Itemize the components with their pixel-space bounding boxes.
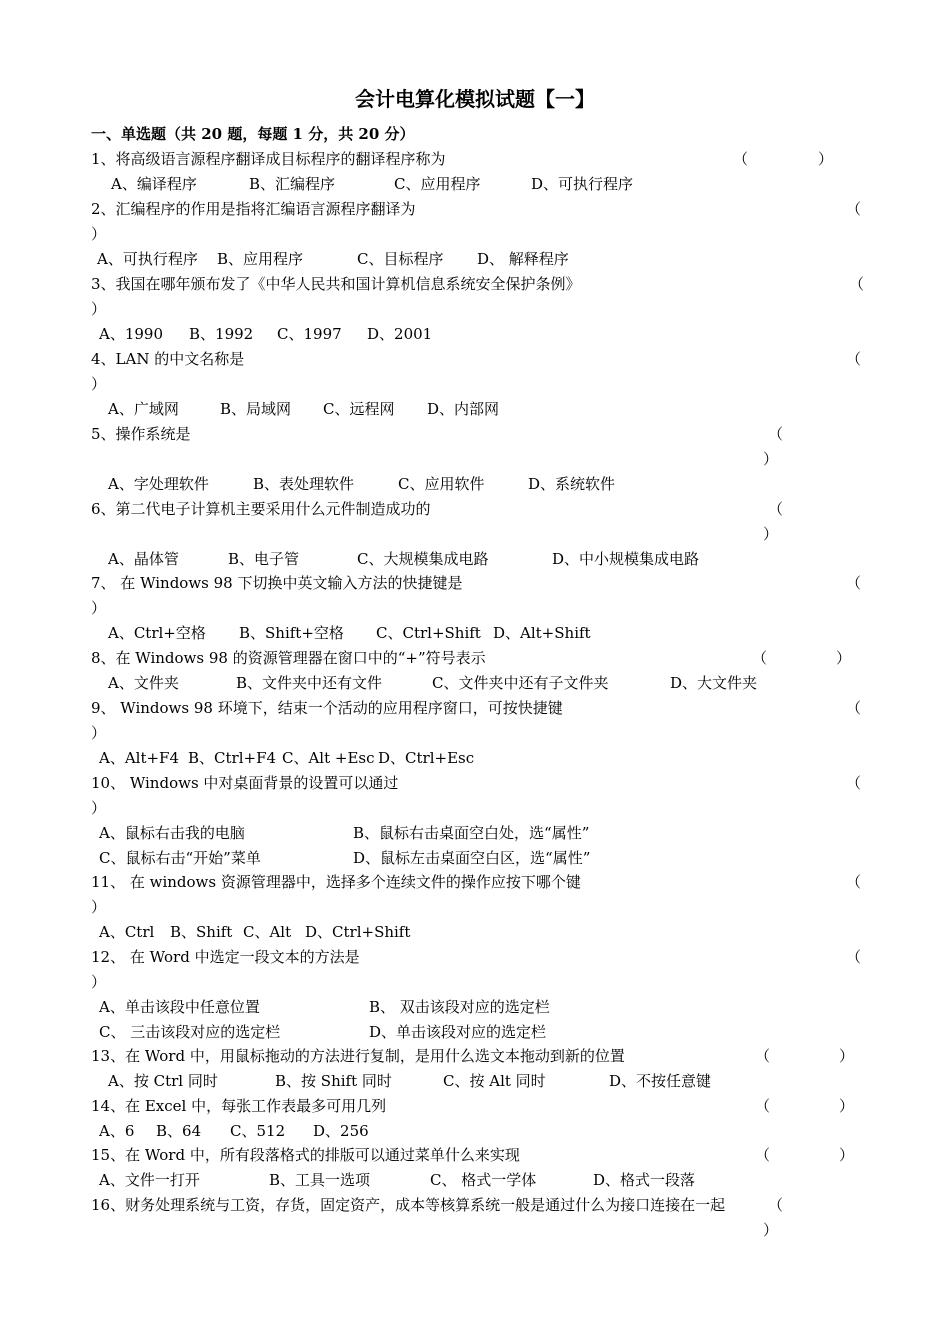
answer-option: B、Shift+空格 <box>239 624 344 642</box>
answer-option: D、Ctrl+Shift <box>305 923 411 941</box>
answer-option: B、文件夹中还有文件 <box>236 674 383 692</box>
answer-option: B、Ctrl+F4 <box>188 749 277 767</box>
question-text: 4、LAN 的中文名称是 <box>91 350 245 368</box>
answer-paren-open: （ <box>768 1196 784 1214</box>
question-text: 16、财务处理系统与工资，存货，固定资产，成本等核算系统一般是通过什么为接口连接在一起 <box>91 1196 726 1214</box>
answer-paren-open: （ <box>846 873 862 891</box>
answer-option: A、字处理软件 <box>108 475 209 493</box>
answer-paren-open: （ <box>846 774 862 792</box>
answer-paren-open: （ <box>846 699 862 717</box>
answer-option: A、Ctrl <box>99 923 155 941</box>
answer-option: A、编译程序 <box>111 175 197 193</box>
answer-paren-close: ） <box>763 450 779 468</box>
answer-option: D、2001 <box>367 325 433 343</box>
answer-paren-open: （ <box>768 425 784 443</box>
answer-option: A、Ctrl+空格 <box>108 624 206 642</box>
answer-option: A、单击该段中任意位置 <box>99 998 260 1016</box>
answer-paren-close: ） <box>91 225 107 243</box>
answer-option: D、内部网 <box>427 400 500 418</box>
answer-option: D、不按任意键 <box>609 1072 712 1090</box>
answer-option: C、远程网 <box>323 400 395 418</box>
question-text: 8、在 Windows 98 的资源管理器在窗口中的“+”符号表示 <box>91 649 486 667</box>
question-text: 5、操作系统是 <box>91 425 191 443</box>
answer-paren-open: （ <box>755 1097 771 1115</box>
answer-option: D、鼠标左击桌面空白区，选“属性” <box>353 849 591 867</box>
answer-option: A、晶体管 <box>108 550 179 568</box>
answer-paren-close: ） <box>839 1047 855 1065</box>
answer-paren-open: （ <box>752 649 768 667</box>
answer-option: C、鼠标右击“开始”菜单 <box>99 849 261 867</box>
answer-paren-close: ） <box>839 1146 855 1164</box>
answer-option: B、Shift <box>170 923 233 941</box>
answer-option: B、鼠标右击桌面空白处，选“属性” <box>353 824 590 842</box>
answer-option: B、 双击该段对应的选定栏 <box>369 998 550 1016</box>
answer-paren-close: ） <box>91 799 107 817</box>
answer-option: A、6 <box>99 1122 135 1140</box>
answer-paren-open: （ <box>733 150 749 168</box>
section-heading: 一、单选题（共 20 题，每题 1 分，共 20 分） <box>91 125 415 143</box>
answer-option: D、 解释程序 <box>477 250 569 268</box>
answer-option: A、按 Ctrl 同时 <box>108 1072 218 1090</box>
answer-option: C、Ctrl+Shift <box>376 624 481 642</box>
answer-paren-open: （ <box>849 275 865 293</box>
answer-option: B、电子管 <box>228 550 300 568</box>
question-text: 1、将高级语言源程序翻译成目标程序的翻译程序称为 <box>91 150 446 168</box>
answer-option: B、1992 <box>189 325 254 343</box>
answer-paren-close: ） <box>91 898 107 916</box>
answer-option: D、可执行程序 <box>531 175 634 193</box>
question-text: 9、 Windows 98 环境下，结束一个活动的应用程序窗口，可按快捷键 <box>91 699 563 717</box>
question-text: 15、在 Word 中，所有段落格式的排版可以通过菜单什么来实现 <box>91 1146 520 1164</box>
answer-paren-open: （ <box>755 1146 771 1164</box>
answer-paren-close: ） <box>763 1221 779 1239</box>
answer-paren-close: ） <box>91 599 107 617</box>
answer-option: D、大文件夹 <box>670 674 758 692</box>
answer-option: A、1990 <box>99 325 164 343</box>
answer-paren-open: （ <box>846 200 862 218</box>
question-text: 14、在 Excel 中，每张工作表最多可用几列 <box>91 1097 387 1115</box>
answer-option: B、应用程序 <box>217 250 304 268</box>
question-text: 3、我国在哪年颁布发了《中华人民共和国计算机信息系统安全保护条例》 <box>91 275 581 293</box>
answer-paren-close: ） <box>818 150 834 168</box>
answer-option: B、64 <box>156 1122 202 1140</box>
answer-paren-open: （ <box>846 350 862 368</box>
answer-option: D、单击该段对应的选定栏 <box>369 1023 547 1041</box>
answer-option: B、表处理软件 <box>253 475 355 493</box>
question-text: 7、 在 Windows 98 下切换中英文输入方法的快捷键是 <box>91 574 463 592</box>
answer-option: D、中小规模集成电路 <box>552 550 700 568</box>
answer-option: A、文件夹 <box>108 674 179 692</box>
answer-option: D、格式一段落 <box>593 1171 696 1189</box>
answer-option: C、Alt <box>243 923 292 941</box>
answer-option: B、工具一选项 <box>269 1171 371 1189</box>
answer-paren-close: ） <box>91 724 107 742</box>
answer-option: C、应用程序 <box>394 175 481 193</box>
answer-paren-close: ） <box>91 375 107 393</box>
answer-option: C、应用软件 <box>398 475 485 493</box>
answer-option: B、局域网 <box>220 400 292 418</box>
answer-option: A、Alt+F4 <box>99 749 180 767</box>
answer-paren-open: （ <box>755 1047 771 1065</box>
answer-option: C、Alt +Esc <box>282 749 375 767</box>
answer-paren-close: ） <box>839 1097 855 1115</box>
answer-paren-close: ） <box>836 649 852 667</box>
answer-option: D、Alt+Shift <box>493 624 591 642</box>
answer-option: A、文件一打开 <box>99 1171 200 1189</box>
answer-option: C、目标程序 <box>357 250 444 268</box>
answer-option: C、大规模集成电路 <box>357 550 489 568</box>
question-text: 13、在 Word 中，用鼠标拖动的方法进行复制，是用什么选文本拖动到新的位置 <box>91 1047 625 1065</box>
answer-paren-close: ） <box>91 973 107 991</box>
answer-option: C、 三击该段对应的选定栏 <box>99 1023 281 1041</box>
page-title: 会计电算化模拟试题【一】 <box>355 87 595 111</box>
question-text: 2、汇编程序的作用是指将汇编语言源程序翻译为 <box>91 200 416 218</box>
answer-paren-open: （ <box>768 500 784 518</box>
answer-option: C、1997 <box>277 325 342 343</box>
answer-option: D、Ctrl+Esc <box>378 749 475 767</box>
question-text: 11、 在 windows 资源管理器中，选择多个连续文件的操作应按下哪个键 <box>91 873 581 891</box>
answer-paren-close: ） <box>763 525 779 543</box>
question-text: 6、第二代电子计算机主要采用什么元件制造成功的 <box>91 500 431 518</box>
answer-option: A、鼠标右击我的电脑 <box>99 824 245 842</box>
question-text: 10、 Windows 中对桌面背景的设置可以通过 <box>91 774 399 792</box>
answer-option: A、可执行程序 <box>97 250 198 268</box>
answer-paren-close: ） <box>91 300 107 318</box>
answer-option: A、广域网 <box>108 400 179 418</box>
answer-option: D、系统软件 <box>528 475 616 493</box>
answer-option: C、512 <box>230 1122 286 1140</box>
question-text: 12、 在 Word 中选定一段文本的方法是 <box>91 948 360 966</box>
answer-option: D、256 <box>313 1122 369 1140</box>
answer-paren-open: （ <box>846 574 862 592</box>
answer-option: B、按 Shift 同时 <box>275 1072 392 1090</box>
answer-option: B、汇编程序 <box>249 175 336 193</box>
answer-option: C、文件夹中还有子文件夹 <box>432 674 609 692</box>
answer-option: C、 格式一学体 <box>430 1171 537 1189</box>
answer-option: C、按 Alt 同时 <box>443 1072 546 1090</box>
answer-paren-open: （ <box>846 948 862 966</box>
